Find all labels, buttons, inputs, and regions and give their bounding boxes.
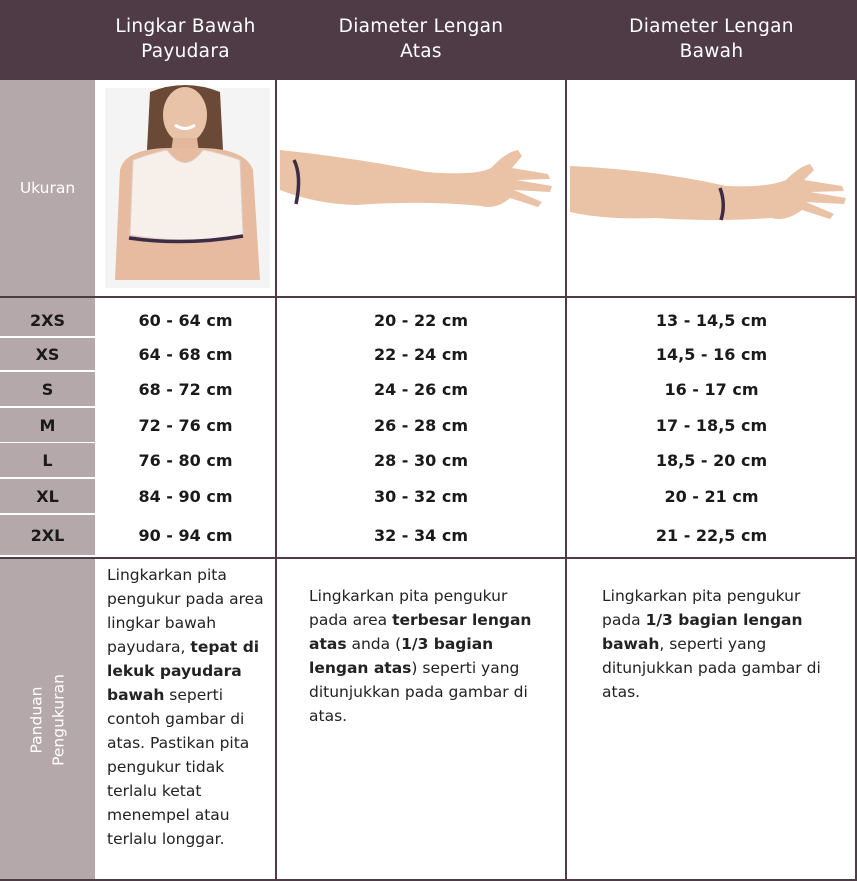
table-cell: 13 - 14,5 cm <box>655 310 768 330</box>
size-label-cell: Ukuran <box>0 80 95 296</box>
table-cell: 68 - 72 cm <box>138 379 233 399</box>
underbust-image <box>95 80 276 296</box>
size-cell: XL <box>0 479 95 513</box>
size-cell: 2XL <box>0 515 95 555</box>
header-underbust: Lingkar Bawah Payudara <box>115 16 256 62</box>
table-cell: 20 - 21 cm <box>664 486 759 506</box>
guide-label-cell <box>0 558 95 881</box>
size-cell: M <box>0 408 95 442</box>
size-column-pad <box>0 298 95 304</box>
table-cell: 18,5 - 20 cm <box>655 450 768 470</box>
lower-arm-image <box>566 80 857 296</box>
size-cell: S <box>0 372 95 406</box>
table-cell: 14,5 - 16 cm <box>655 344 768 364</box>
table-cell: 17 - 18,5 cm <box>655 415 768 435</box>
divider <box>275 80 277 881</box>
upper-arm-image <box>276 80 566 296</box>
size-cell: L <box>0 443 95 477</box>
table-cell: 64 - 68 cm <box>138 344 233 364</box>
table-cell: 26 - 28 cm <box>373 415 469 435</box>
table-cell: 22 - 24 cm <box>373 344 469 364</box>
table-cell: 28 - 30 cm <box>373 450 469 470</box>
table-cell: 16 - 17 cm <box>664 379 759 399</box>
table-cell: 32 - 34 cm <box>373 525 469 545</box>
guide-label: Panduan Pengukuran <box>27 674 68 766</box>
table-cell: 21 - 22,5 cm <box>655 525 768 545</box>
table-cell: 76 - 80 cm <box>138 450 233 470</box>
header-lower-arm: Diameter Lengan Bawah <box>629 16 794 62</box>
divider <box>565 80 567 881</box>
table-cell: 24 - 26 cm <box>373 379 469 399</box>
divider <box>0 557 857 559</box>
guide-underbust: Lingkarkan pita pengukur pada area lingkar bawah payudara, tepat di lekuk payudara bawah seperti contoh gambar di atas. Pastikan pita pengukur tidak terlalu ketat menempel atau terlalu longgar. <box>107 566 264 848</box>
table-cell: 60 - 64 cm <box>138 310 233 330</box>
table-cell: 30 - 32 cm <box>373 486 469 506</box>
divider <box>0 879 857 881</box>
divider <box>855 80 857 881</box>
guide-upper-arm: Lingkarkan pita pengukur pada area terbesar lengan atas anda (1/3 bagian lengan atas) seperti yang ditunjukkan pada gambar di atas. <box>309 587 532 725</box>
guide-lower-arm: Lingkarkan pita pengukur pada 1/3 bagian lengan bawah, seperti yang ditunjukkan pada gambar di atas. <box>602 587 821 701</box>
header-upper-arm: Diameter Lengan Atas <box>338 16 504 62</box>
size-cell: XS <box>0 338 95 370</box>
size-cell: 2XS <box>0 304 95 336</box>
table-cell: 90 - 94 cm <box>138 525 233 545</box>
table-cell: 84 - 90 cm <box>138 486 233 506</box>
table-cell: 72 - 76 cm <box>138 415 233 435</box>
table-cell: 20 - 22 cm <box>373 310 469 330</box>
divider <box>0 296 857 298</box>
